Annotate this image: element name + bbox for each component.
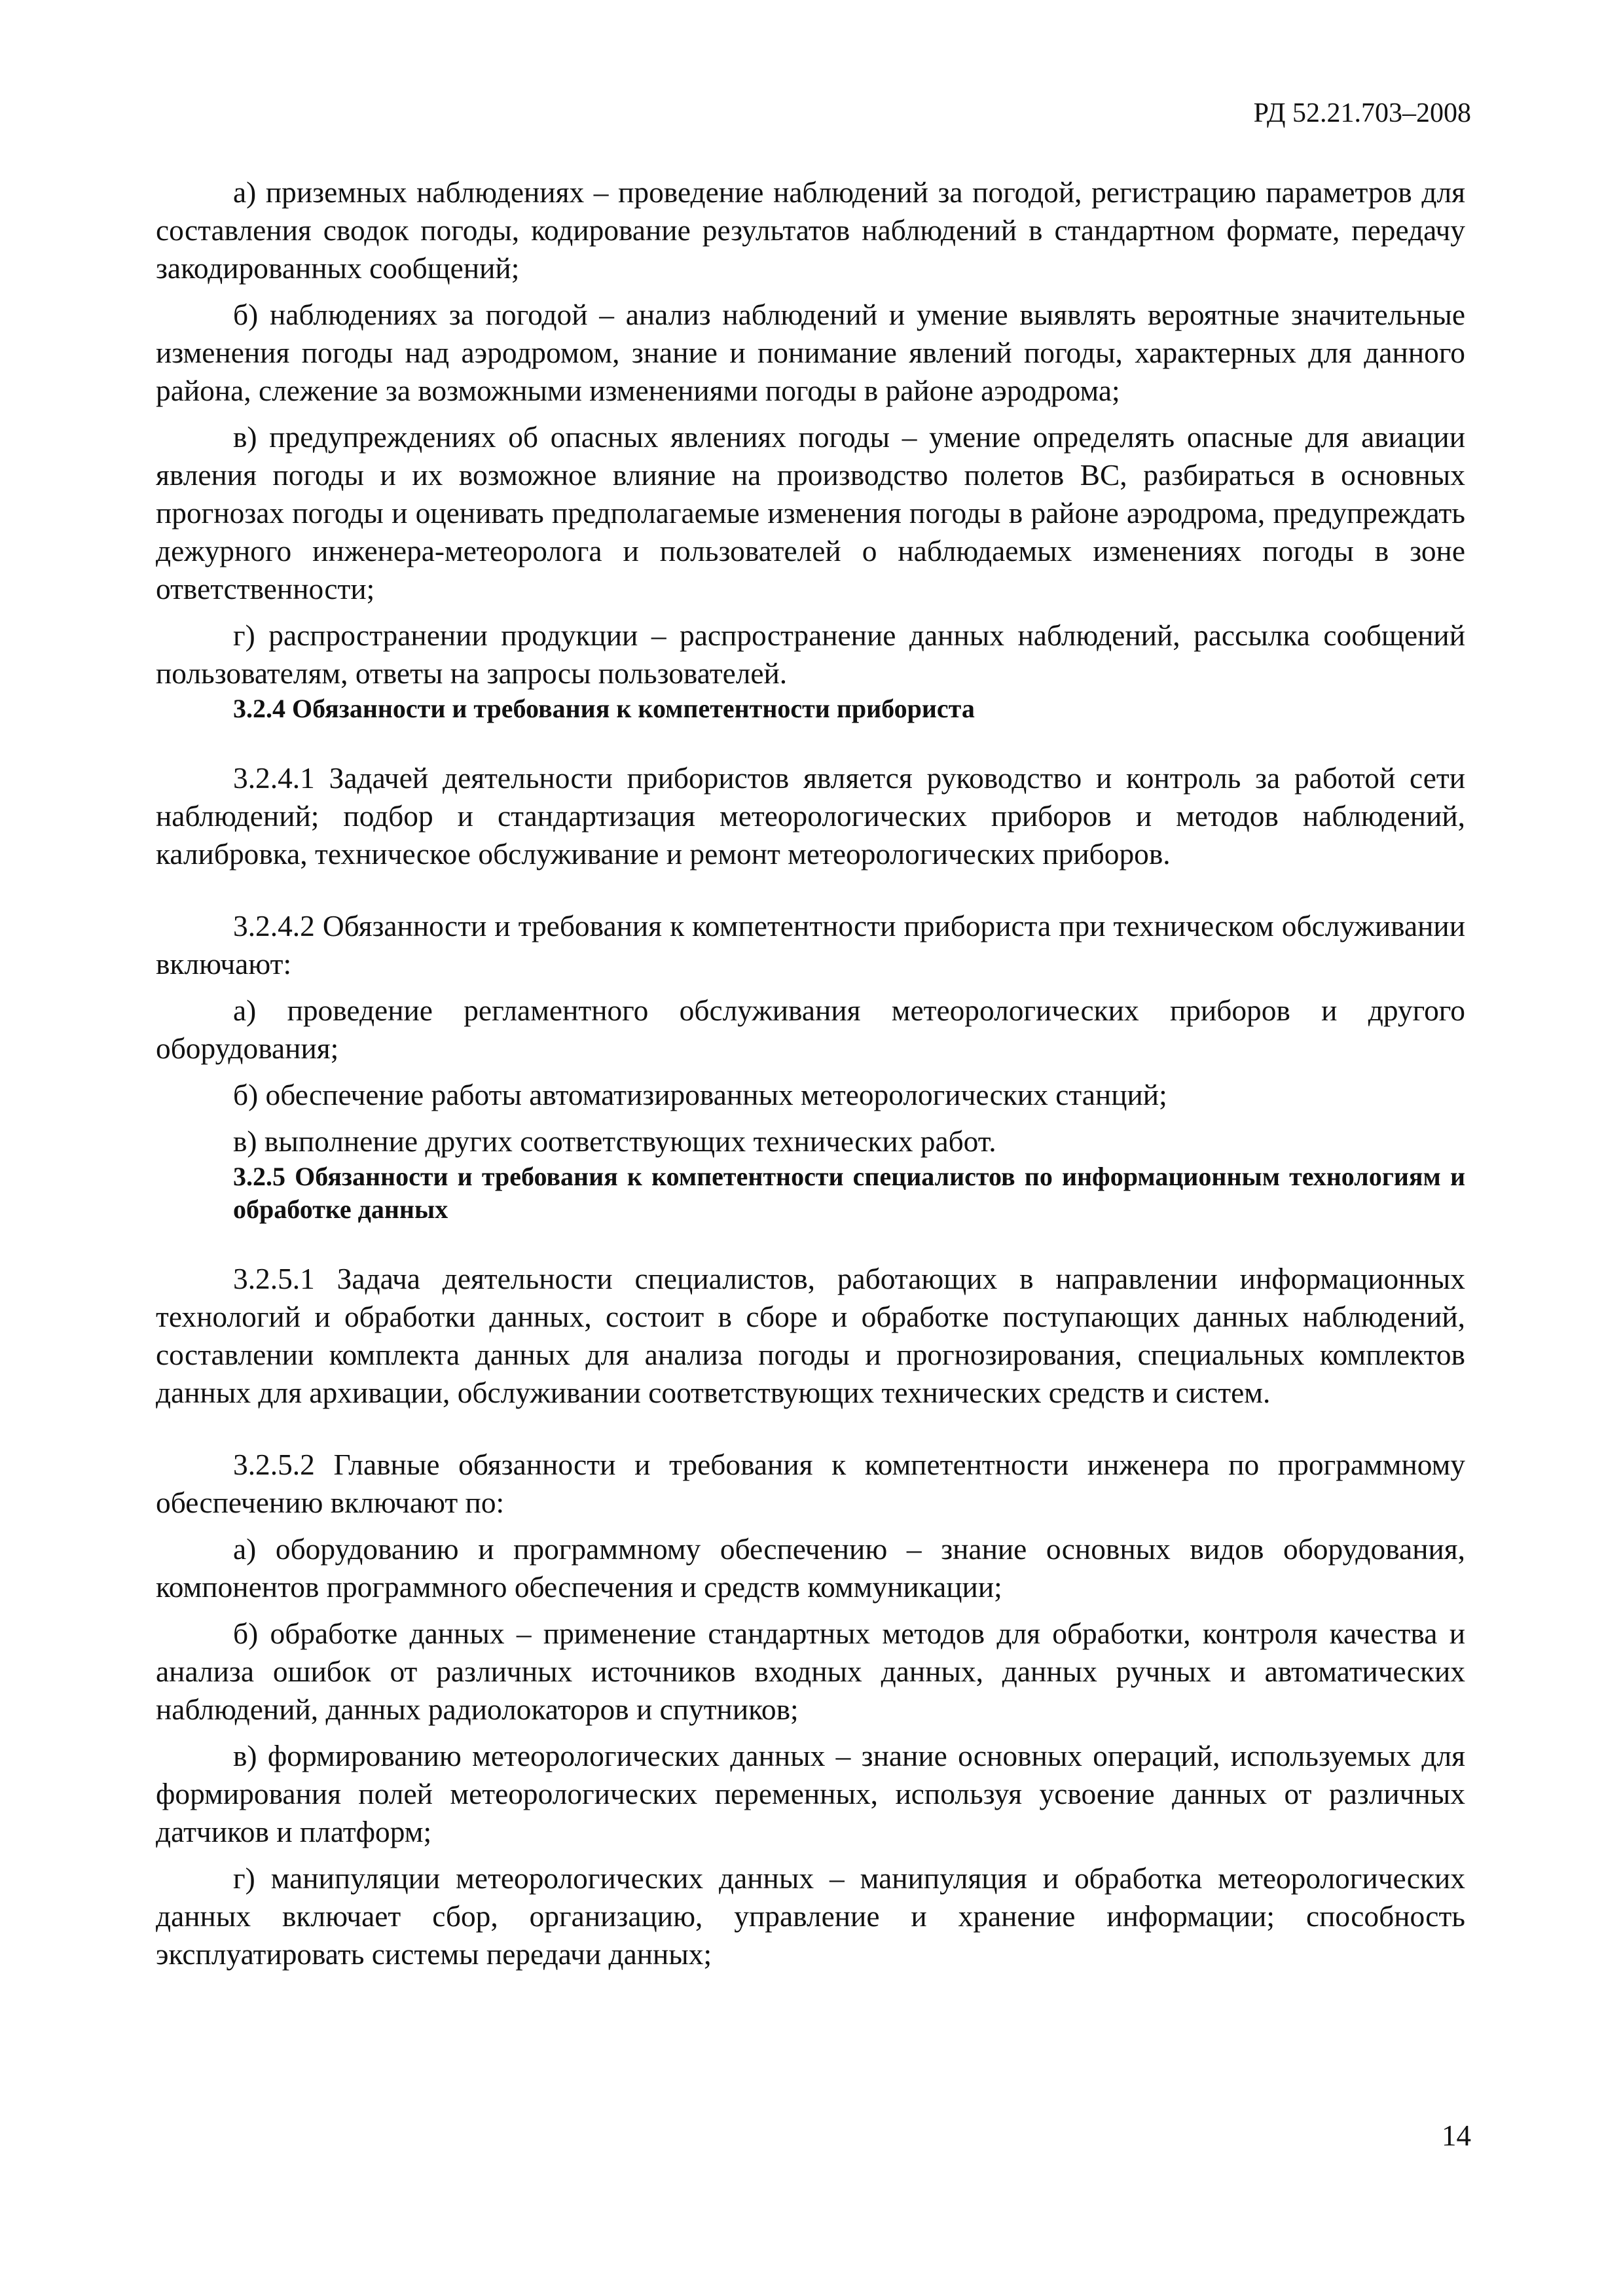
paragraph-3-2-5-1: 3.2.5.1 Задача деятельности специалистов, работающих в направлении информационных технологий и обработки данных, состоит в сборе и обработке поступающих данных наблюдений, составлении комплекта данных для анализа погоды и прогнозирования, специальных комплектов данных для архивации, обслуживании соответствующих технических средств и систем. — [156, 1263, 1465, 1409]
list-item-b-data-processing: б) обработке данных – применение стандартных методов для обработки, контроля качества и анализа ошибок от различных источников входных данных, данных ручных и автоматических наблюдений, данных радиолокаторов и спутников; — [156, 1617, 1465, 1726]
list-item-b-weather-observations: б) наблюдениях за погодой – анализ наблюдений и умение выявлять вероятные значительные изменения погоды над аэродромом, знание и понимание явлений погоды, характерных для данного района, слежение за возможными изменениями погоды в районе аэродрома; — [156, 298, 1465, 407]
list-item-d-product-distribution: г) распространении продукции – распространение данных наблюдений, рассылка сообщений пользователям, ответы на запросы пользователей. — [156, 619, 1465, 690]
section-heading-3-2-4: 3.2.4 Обязанности и требования к компетентности прибориста — [233, 694, 975, 723]
section-heading-3-2-5: 3.2.5 Обязанности и требования к компетентности специалистов по информационным технологиям и обработке данных — [233, 1162, 1465, 1224]
list-item-a-maintenance: а) проведение регламентного обслуживания метеорологических приборов и другого оборудования; — [156, 994, 1465, 1065]
paragraph-3-2-5-2: 3.2.5.2 Главные обязанности и требования к компетентности инженера по программному обеспечению включают по: — [156, 1448, 1465, 1519]
document-body — [156, 173, 1465, 1973]
list-item-d-data-manipulation: г) манипуляции метеорологических данных – манипуляция и обработка метеорологических данных включает сбор, организацию, управление и хранение информации; способность эксплуатировать системы передачи данных; — [156, 1862, 1465, 1971]
list-item-a-surface-observations: а) приземных наблюдениях – проведение наблюдений за погодой, регистрацию параметров для составления сводок погоды, кодирование результатов наблюдений в стандартном формате, передачу закодированных сообщений; — [156, 176, 1465, 285]
list-item-b-automated-stations: б) обеспечение работы автоматизированных метеорологических станций; — [233, 1079, 1167, 1111]
list-item-c-other-works: в) выполнение других соответствующих технических работ. — [233, 1125, 996, 1158]
paragraph-3-2-4-1: 3.2.4.1 Задачей деятельности прибористов является руководство и контроль за работой сети наблюдений; подбор и стандартизация метеорологических приборов и методов наблюдений, калибровка, техническое обслуживание и ремонт метеорологических приборов. — [156, 762, 1465, 870]
paragraph-3-2-4-2: 3.2.4.2 Обязанности и требования к компетентности прибориста при техническом обслуживании включают: — [156, 910, 1465, 980]
page-number: 14 — [1442, 2119, 1471, 2152]
document-code-header: РД 52.21.703–2008 — [1253, 98, 1471, 128]
list-item-c-hazard-warnings: в) предупреждениях об опасных явлениях погоды – умение определять опасные для авиации явления погоды и их возможное влияние на производство полетов ВС, разбираться в основных прогнозах погоды и оценивать предполагаемые изменения погоды в районе аэродрома, предупреждать дежурного инженера-метеоролога и пользователей о наблюдаемых изменениях погоды в зоне ответственности; — [156, 421, 1465, 605]
list-item-c-data-formation: в) формированию метеорологических данных – знание основных операций, используемых для формирования полей метеорологических переменных, используя усвоение данных от различных датчиков и платформ; — [156, 1740, 1465, 1848]
list-item-a-hardware-software: а) оборудованию и программному обеспечению – знание основных видов оборудования, компонентов программного обеспечения и средств коммуникации; — [156, 1533, 1465, 1604]
